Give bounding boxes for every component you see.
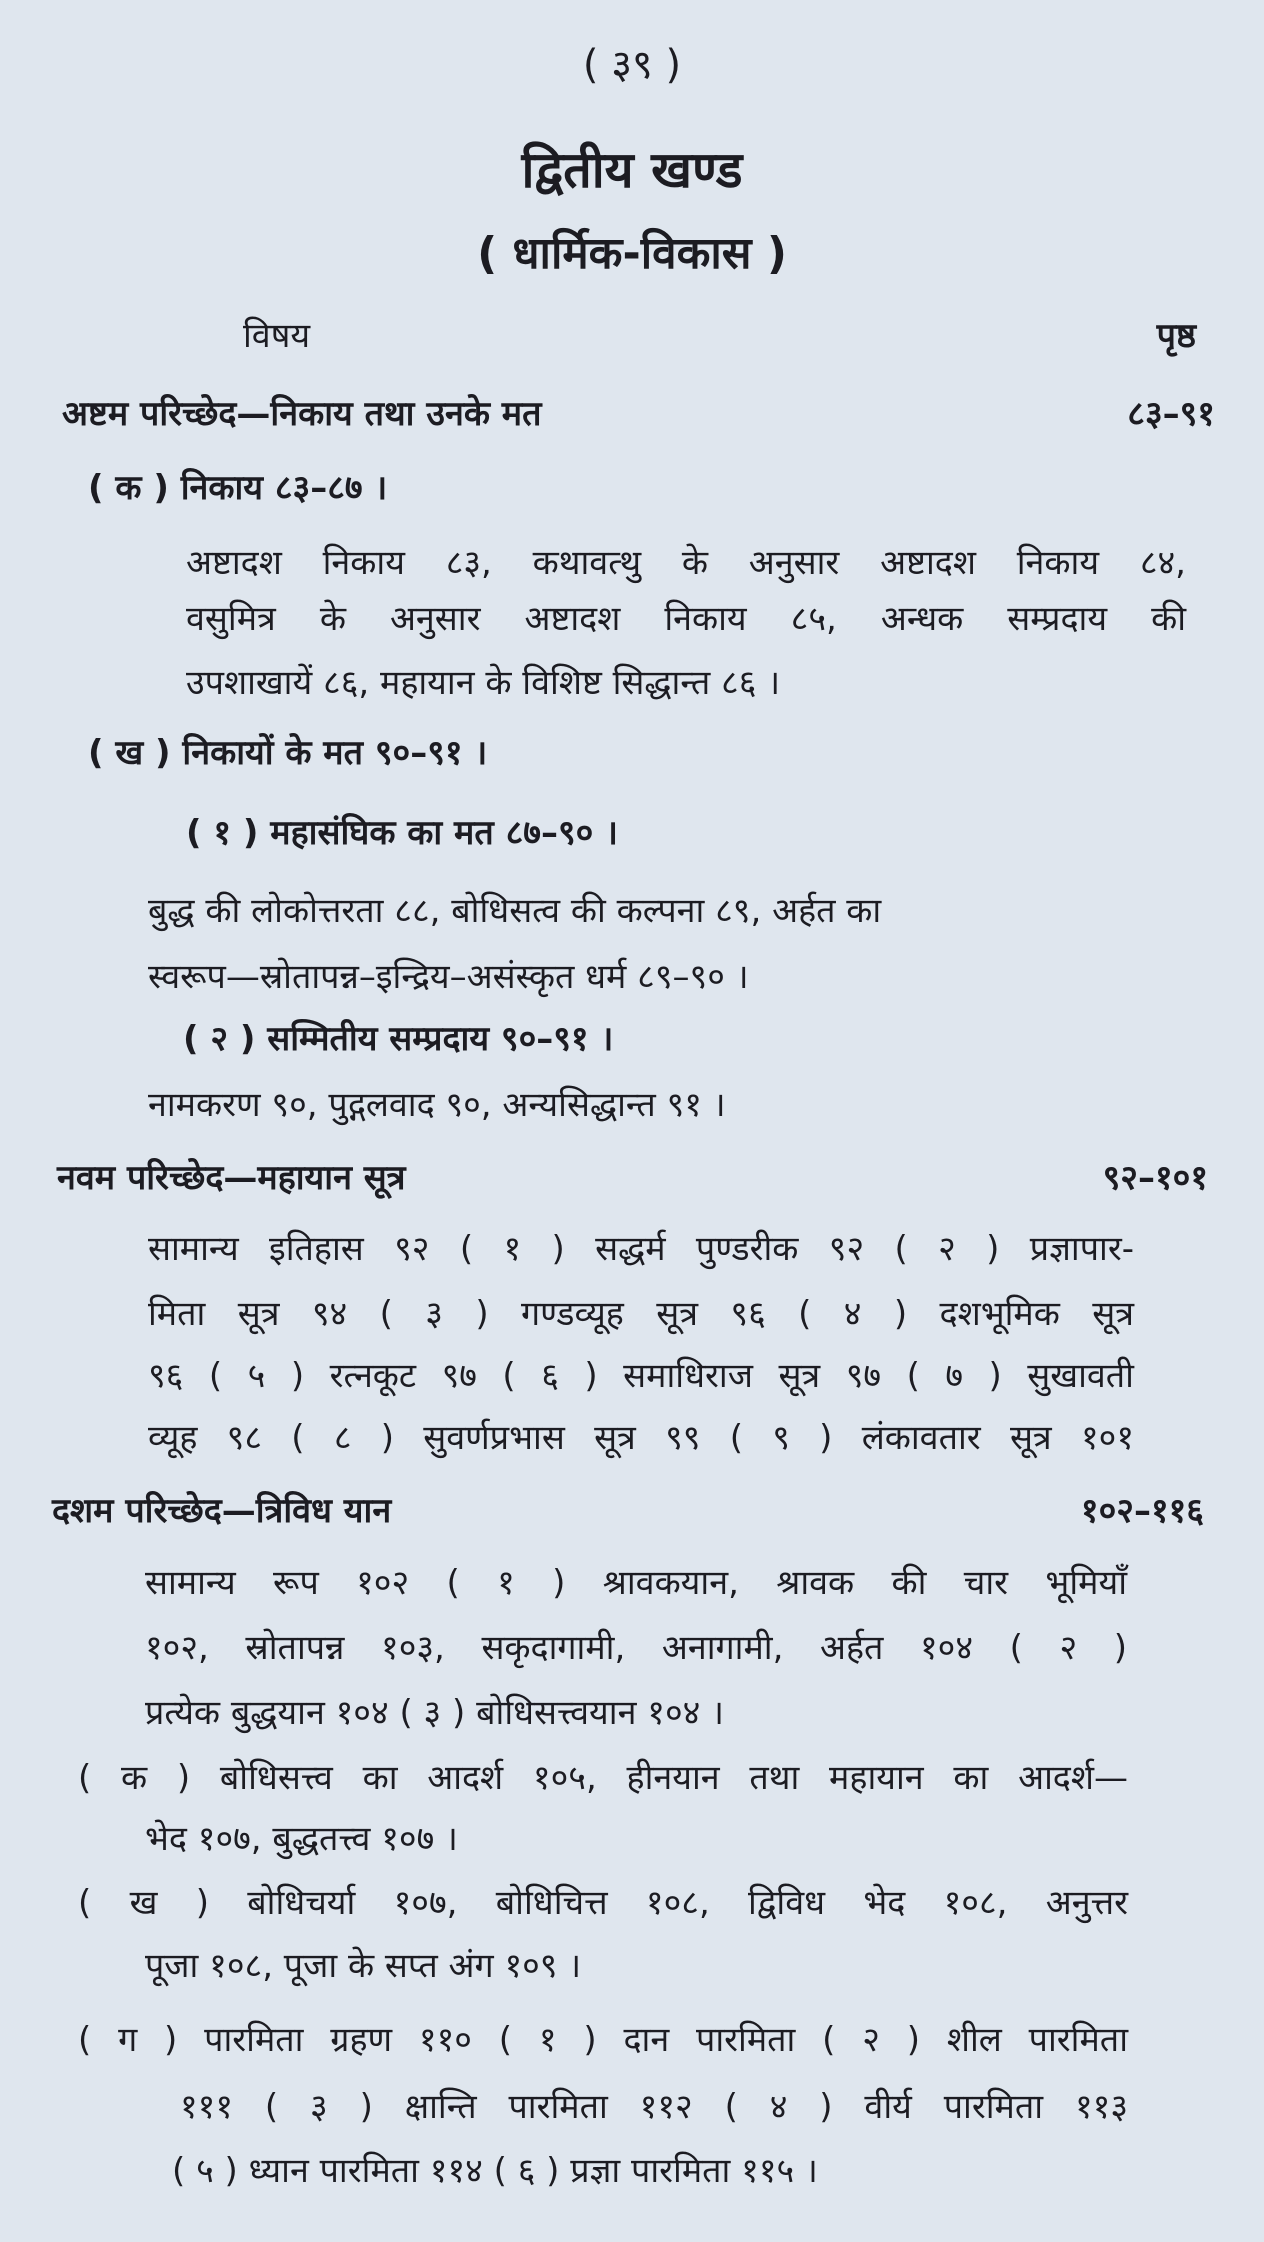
chapter-8-sub2-heading: ( २ ) सम्मितीय सम्प्रदाय ९०–९१ । — [183, 1019, 614, 1059]
chapter-8-kha-heading: ( ख ) निकायों के मत ९०–९१ । — [88, 733, 488, 773]
chapter-8-sub1-heading: ( १ ) महासंघिक का मत ८७–९० । — [186, 813, 619, 853]
chapter-9-line: व्यूह ९८ ( ८ ) सुवर्णप्रभास सूत्र ९९ ( ९ ) लंकावतार सूत्र १०१ — [148, 1418, 1134, 1458]
chapter-9-line: मिता सूत्र ९४ ( ३ ) गण्डव्यूह सूत्र ९६ ( ४ ) दशभूमिक सूत्र — [148, 1294, 1134, 1334]
chapter-10-ga-line: ( ५ ) ध्यान पारमिता ११४ ( ६ ) प्रज्ञा पारमिता ११५ । — [172, 2151, 818, 2191]
chapter-8-pages: ८३–९१ — [1127, 394, 1215, 434]
chapter-10-ga-line: ( ग ) पारमिता ग्रहण ११० ( १ ) दान पारमिता ( २ ) शील पारमिता — [78, 2020, 1128, 2060]
page-number: ( ३९ ) — [582, 42, 682, 88]
column-header-page: पृष्ठ — [1156, 316, 1196, 356]
part-subtitle: ( धार्मिक-विकास ) — [477, 228, 787, 279]
part-title: द्वितीय खण्ड — [521, 141, 743, 199]
chapter-8-ka-line: अष्टादश निकाय ८३, कथावत्थु के अनुसार अष्टादश निकाय ८४, — [186, 543, 1186, 583]
chapter-8-sub2-line: नामकरण ९०, पुद्गलवाद ९०, अन्यसिद्धान्त ९१ । — [148, 1085, 726, 1125]
chapter-8-sub1-line: स्वरूप—स्रोतापन्न–इन्द्रिय–असंस्कृत धर्म ८९–९० । — [148, 957, 749, 997]
chapter-10-intro-line: १०२, स्रोतापन्न १०३, सकृदागामी, अनागामी, अर्हत १०४ ( २ ) — [145, 1628, 1127, 1668]
chapter-10-kha-line: ( ख ) बोधिचर्या १०७, बोधिचित्त १०८, द्विविध भेद १०८, अनुत्तर — [78, 1883, 1128, 1923]
chapter-10-ka-line: भेद १०७, बुद्धतत्त्व १०७ । — [145, 1819, 458, 1859]
chapter-8-ka-line: वसुमित्र के अनुसार अष्टादश निकाय ८५, अन्धक सम्प्रदाय की — [186, 599, 1186, 639]
chapter-9-title: नवम परिच्छेद—महायान सूत्र — [57, 1158, 406, 1198]
chapter-10-pages: १०२–११६ — [1080, 1491, 1204, 1531]
chapter-10-kha-line: पूजा १०८, पूजा के सप्त अंग १०९ । — [145, 1946, 582, 1986]
chapter-9-line: सामान्य इतिहास ९२ ( १ ) सद्धर्म पुण्डरीक ९२ ( २ ) प्रज्ञापार- — [148, 1229, 1134, 1269]
chapter-8-ka-heading: ( क ) निकाय ८३–८७ । — [88, 468, 388, 508]
chapter-10-ka-line: ( क ) बोधिसत्त्व का आदर्श १०५, हीनयान तथा महायान का आदर्श— — [78, 1758, 1128, 1798]
chapter-10-intro-line: प्रत्येक बुद्धयान १०४ ( ३ ) बोधिसत्त्वयान १०४ । — [145, 1693, 724, 1733]
chapter-8-sub1-line: बुद्ध की लोकोत्तरता ८८, बोधिसत्व की कल्पना ८९, अर्हत का — [148, 891, 882, 931]
column-header-subject: विषय — [243, 316, 311, 356]
chapter-8-title: अष्टम परिच्छेद—निकाय तथा उनके मत — [62, 394, 542, 434]
chapter-9-pages: ९२–१०१ — [1102, 1158, 1208, 1198]
chapter-10-intro-line: सामान्य रूप १०२ ( १ ) श्रावकयान, श्रावक की चार भूमियाँ — [145, 1563, 1127, 1603]
chapter-9-line: ९६ ( ५ ) रत्नकूट ९७ ( ६ ) समाधिराज सूत्र ९७ ( ७ ) सुखावती — [148, 1356, 1134, 1396]
chapter-10-title: दशम परिच्छेद—त्रिविध यान — [52, 1491, 392, 1531]
chapter-8-ka-line: उपशाखायें ८६, महायान के विशिष्ट सिद्धान्त ८६ । — [186, 663, 781, 703]
chapter-10-ga-line: १११ ( ३ ) क्षान्ति पारमिता ११२ ( ४ ) वीर्य पारमिता ११३ — [180, 2087, 1128, 2127]
